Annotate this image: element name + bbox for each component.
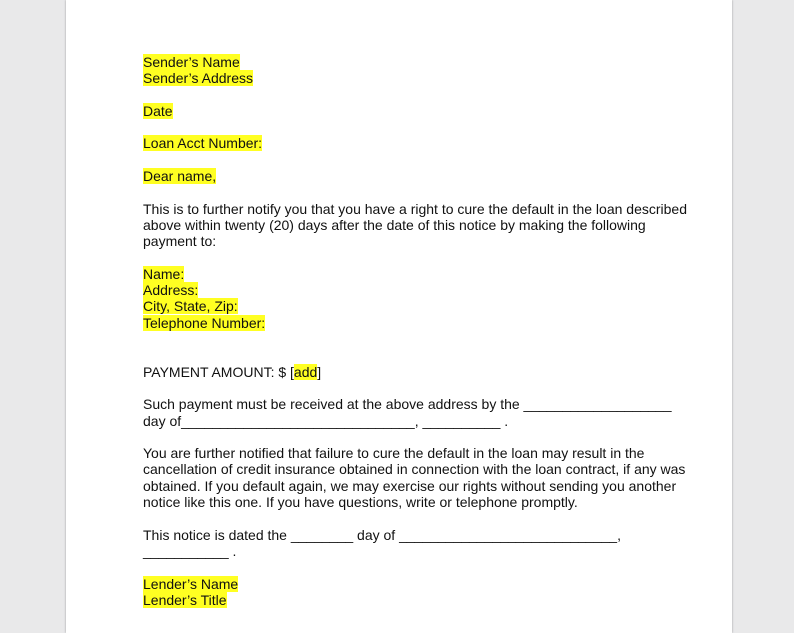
date-line <box>143 103 703 119</box>
paragraph-notice-date <box>143 527 703 560</box>
document-page <box>66 0 732 633</box>
date: Date <box>143 102 173 119</box>
lender-title-line <box>143 592 703 608</box>
sender-name: Sender’s Name <box>143 54 240 70</box>
payee-block <box>143 266 703 331</box>
payment-amount-label: PAYMENT AMOUNT: $ [ <box>143 363 294 380</box>
payment-amount-line <box>143 364 703 380</box>
payee-name: Name: <box>143 265 185 282</box>
loan-acct-number: Loan Acct Number: <box>143 135 263 152</box>
text-line: ___________ . <box>143 542 237 559</box>
lender-title: Lender’s Title <box>143 591 227 608</box>
sender-address: Sender’s Address <box>143 70 253 87</box>
lender-name: Lender’s Name <box>143 575 239 592</box>
sender-address-line <box>143 70 703 86</box>
salutation-line <box>143 168 703 184</box>
text-line: cancellation of credit insurance obtained in connection with the loan contract, if any was <box>143 461 686 478</box>
text-line: above within twenty (20) days after the date of this notice by making the following <box>143 216 646 233</box>
text-line: Such payment must be received at the above address by the ___________________ <box>143 396 672 413</box>
letter-body <box>143 0 703 608</box>
text-line: payment to: <box>143 233 217 250</box>
sender-name-line <box>143 54 703 70</box>
text-line: This notice is dated the ________ day of ____________________________, <box>143 526 621 543</box>
salutation: Dear name, <box>143 168 217 185</box>
text-line: day of______________________________, __________ . <box>143 412 509 429</box>
payment-amount-value: add <box>293 363 318 380</box>
text-line: This is to further notify you that you have a right to cure the default in the loan described <box>143 200 687 217</box>
text-line: notice like this one. If you have questions, write or telephone promptly. <box>143 494 578 511</box>
text-line: You are further notified that failure to cure the default in the loan may result in the <box>143 445 645 462</box>
payee-address: Address: <box>143 282 199 299</box>
paragraph-default-warning <box>143 445 703 510</box>
payment-amount-close: ] <box>317 363 322 380</box>
lender-name-line <box>143 576 703 592</box>
payee-telephone: Telephone Number: <box>143 314 266 331</box>
loan-acct-line <box>143 135 703 151</box>
text-line: obtained. If you default again, we may exercise our rights without sending you another <box>143 477 677 494</box>
paragraph-cure-notice <box>143 201 703 250</box>
paragraph-payment-deadline <box>143 396 703 429</box>
payee-city-state-zip: City, State, Zip: <box>143 298 238 315</box>
